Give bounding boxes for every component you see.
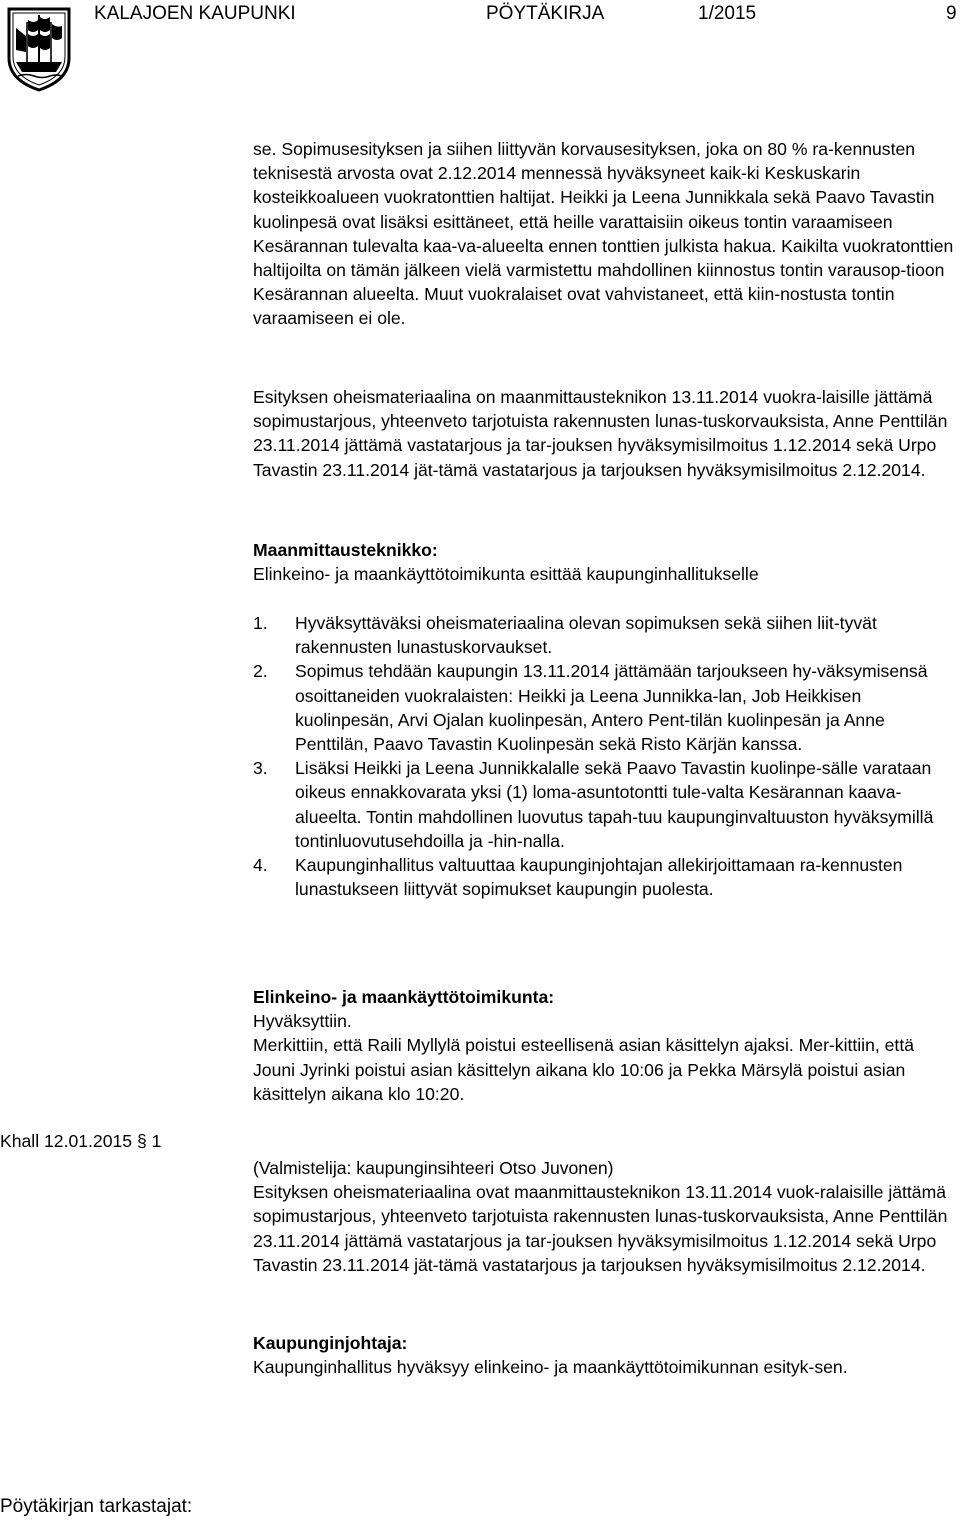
proposal-heading: Maanmittausteknikko: bbox=[253, 540, 438, 560]
list-item bbox=[253, 756, 958, 853]
document-type: PÖYTÄKIRJA bbox=[486, 3, 605, 24]
khall-text: Esityksen oheismateriaalina ovat maanmittausteknikon 13.11.2014 vuok-ralaisille jättämä sopimustarjous, yhteenveto tarjotuista rakennusten lunas-tuskorvauksista, Anne Penttilän 23.11.2014 jättämä vastatarjous ja tar-jouksen hyväksymisilmoitus 1.12.2014 sekä Urpo Tavastin 23.11.2014 jät-tämä vastatarjous ja tarjouksen hyväksymisilmoitus 2.12.2014. bbox=[253, 1182, 948, 1275]
decision-result: Hyväksyttiin. bbox=[253, 1011, 352, 1032]
list-number: 1. bbox=[253, 613, 268, 633]
document-number: 1/2015 bbox=[698, 3, 757, 24]
background-paragraph bbox=[253, 137, 958, 331]
decision-note: Merkittiin, että Raili Myllylä poistui esteellisenä asian käsittelyn ajaksi. Mer-kittiin, että Jouni Jyrinki poistui asian käsittelyn aikana klo 10:06 ja Pekka Märsylä poistui asian käsittelyn aikana klo 10:20. bbox=[253, 1035, 914, 1104]
paragraph-text: se. Sopimusesityksen ja siihen liittyvän korvausesityksen, joka on 80 % ra-kennusten teknisestä arvosta ovat 2.12.2014 mennessä hyväksyneet kaik-ki Keskuskarin kosteikkoalueen vuokratonttien haltijat. Heikki ja Leena Junnikkala sekä Paavo Tavastin kuolinpesä ovat lisäksi esittäneet, että heille varattaisiin oikeus tontin varaamiseen Kesärannan tulevalta kaa-va-alueelta ennen tonttien julkista hakua. Kaikilta vuokratonttien haltijoilta on tämän jälkeen vielä varmistettu mahdollinen kiinnostus tontin varausop-tioon Kesärannan alueelta. Muut vuokralaiset ovat vahvistaneet, että kiin-nostusta tontin varaamiseen ei ole. bbox=[253, 139, 954, 329]
list-item bbox=[253, 611, 958, 659]
proposal-list bbox=[253, 611, 958, 901]
khall-section bbox=[253, 1156, 958, 1277]
list-number: 4. bbox=[253, 855, 268, 876]
org-name: KALAJOEN KAUPUNKI bbox=[94, 3, 296, 24]
list-text: Sopimus tehdään kaupungin 13.11.2014 jättämään tarjoukseen hy-väksymisensä osoittaneiden vuokralaisten: Heikki ja Leena Junnikka-lan, Job Heikkisen kuolinpesän, Arvi Ojalan kuolinpesän, Antero Pent-tilän kuolinpesän ja Anne Penttilän, Paavo Tavastin Kuolinpesän sekä Risto Kärjän kanssa. bbox=[295, 661, 928, 755]
ship-coat-of-arms-logo bbox=[6, 6, 72, 92]
list-text: Lisäksi Heikki ja Leena Junnikkalalle sekä Paavo Tavastin kuolinpe-sälle varataan oikeus ennakkovarata yksi (1) loma-asuntotontti tule-valta Kesärannan kaava-alueelta. Tontin mahdollinen luovutus tapah-tuu kaupunginvaltuuston hyväksymillä tontinluovutusehdoilla ja -hin-nalla. bbox=[295, 758, 934, 851]
attachments-paragraph bbox=[253, 385, 958, 482]
meeting-reference-label: Khall 12.01.2015 § 1 bbox=[0, 1131, 162, 1151]
proposal-intro: Elinkeino- ja maankäyttötoimikunta esittää kaupunginhallitukselle bbox=[253, 564, 759, 585]
mayor-text: Kaupunginhallitus hyväksyy elinkeino- ja maankäyttötoimikunnan esityk-sen. bbox=[253, 1357, 848, 1378]
decision-heading: Elinkeino- ja maankäyttötoimikunta: bbox=[253, 987, 555, 1007]
list-item bbox=[253, 659, 958, 756]
paragraph-text: Esityksen oheismateriaalina on maanmittausteknikon 13.11.2014 vuokra-laisille jättämä sopimustarjous, yhteenveto tarjotuista rakennusten lunas-tuskorvauksista, Anne Penttilän 23.11.2014 jättämä vastatarjous ja tar-jouksen hyväksymisilmoitus 1.12.2014 sekä Urpo Tavastin 23.11.2014 jät-tämä vastatarjous ja tarjouksen hyväksymisilmoitus 2.12.2014. bbox=[253, 387, 948, 480]
mayor-section bbox=[253, 1331, 958, 1379]
list-number: 2. bbox=[253, 661, 268, 682]
page-number: 9 bbox=[946, 3, 957, 24]
minutes-checkers-label: Pöytäkirjan tarkastajat: bbox=[0, 1496, 193, 1517]
list-text: Kaupunginhallitus valtuuttaa kaupunginjohtajan allekirjoittamaan ra-kennusten lunastukseen liittyvät sopimukset kaupungin puolesta. bbox=[295, 855, 903, 900]
list-item bbox=[253, 853, 958, 901]
list-text: Hyväksyttäväksi oheismateriaalina olevan sopimuksen sekä siihen liit-tyvät rakennusten lunastuskorvaukset. bbox=[295, 613, 877, 658]
proposal-section bbox=[253, 538, 958, 586]
decision-section bbox=[253, 985, 958, 1106]
list-number: 3. bbox=[253, 758, 268, 779]
preparer-line: (Valmistelija: kaupunginsihteeri Otso Juvonen) bbox=[253, 1158, 614, 1178]
mayor-heading: Kaupunginjohtaja: bbox=[253, 1333, 408, 1353]
